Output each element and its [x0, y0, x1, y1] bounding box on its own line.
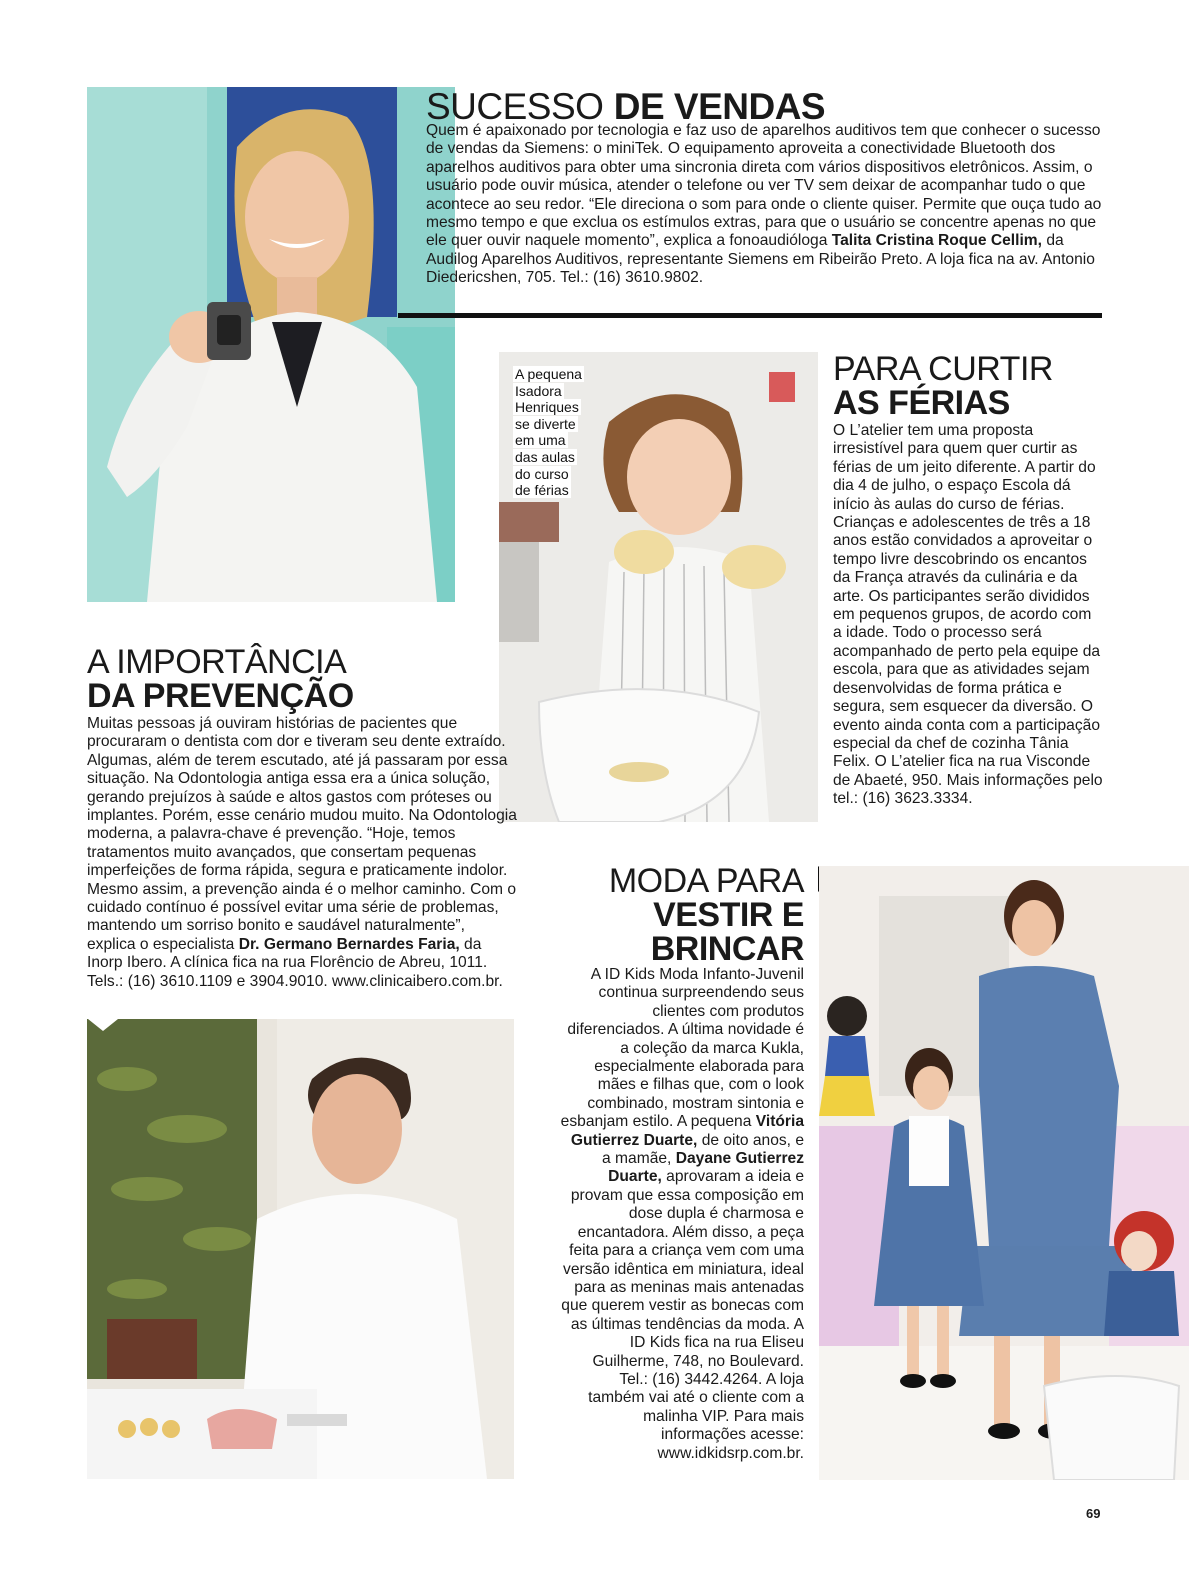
page-number: 69: [1086, 1506, 1101, 1521]
article-body: [426, 122, 1106, 288]
body-text: da Audilog Aparelhos Auditivos, representante Siemens em Ribeirão Preto. A loja fica na av. Antonio Diedericshen, 705. Tel.: (16) 3610.9802.: [426, 232, 1095, 287]
notch-marker: [88, 1019, 118, 1033]
headline-bold: BRINCAR: [650, 930, 804, 968]
headline-light: A IMPORTÂNCIA: [87, 643, 347, 681]
headline-bold: AS FÉRIAS: [833, 384, 1010, 422]
body-text: A ID Kids Moda Infanto-Juvenil continua surpreendendo seus clientes com produtos diferenciados. A última novidade é a coleção da marca Kukla, especialmente elaborada para mães e filhas que, com o look combinado, mostram sintonia e esbanjam estilo. A pequena: [560, 966, 804, 1131]
headline-light: SUCESSO: [426, 86, 604, 127]
article-body: [87, 715, 517, 991]
article-body: O L’atelier tem uma proposta irresistível para quem quer curtir as férias de um jeito diferente. A partir do dia 4 de julho, o espaço Escola dá início às aulas do curso de férias. Crianças e adolescentes de três a 18 anos estão convidados a aproveitar o tempo livre descobrindo os encantos da França através da culinária e da arte. Os participantes serão divididos em pequenos grupos, de acordo com a idade. Todo o processo será acompanhado de perto pela equipe da escola, para que as atividades sejam desenvolvidas de forma prática e segura, sem esquecer da diversão. O evento ainda conta com a participação especial da chef de cozinha Tânia Felix. O L’atelier fica na rua Visconde de Abaeté, 950. Mais informações pelo tel.: (16) 3623.3334.: [833, 422, 1103, 808]
headline-bold: VESTIR E: [653, 896, 804, 934]
person-name: Dr. Germano Bernardes Faria,: [238, 935, 460, 953]
person-name: Dayane Gutierrez Duarte,: [608, 1150, 804, 1186]
headline-bold: DA PREVENÇÃO: [87, 677, 354, 715]
photo-mother-daughter: [819, 866, 1189, 1480]
person-name: Vitória Gutierrez Duarte,: [570, 1113, 804, 1149]
body-text: Muitas pessoas já ouviram histórias de pacientes que procuraram o dentista com dor e tiveram seu dente extraído. Algumas, além de terem escutado, até já passaram por essa situação. Na Odontologia antiga essa era a única solução, gerando prejuízos à saúde e altos gastos com próteses ou implantes. Porém, esse cenário mudou muito. Na Odontologia moderna, a palavra-chave é prevenção. “Hoje, temos tratamentos muito avançados, que consertam pequenas imperfeições de forma rápida, segura e praticamente indolor. Mesmo assim, a prevenção ainda é o melhor caminho. Com o cuidado contínuo é possível evitar uma série de problemas, mantendo um sorriso bonito e saudável naturalmente”, explica o especialista: [87, 715, 517, 953]
caption-line: do curso: [515, 465, 569, 482]
body-text: Quem é apaixonado por tecnologia e faz uso de aparelhos auditivos tem que conhecer o sucesso de vendas da Siemens: o miniTek. O equipamento aproveita a conectividade Bluetooth dos aparelhos auditivos para obter uma sincronia direta com vários dispositivos eletrônicos. Assim, o usuário pode ouvir música, atender o telefone ou ver TV sem deixar de acompanhar tudo o que acontece ao seu redor. “Ele direciona o som para onde o cliente quiser. Permite que ouça tudo ao mesmo tempo e que exclua os estímulos extras, para que o usuário se concentre apenas no que ele quer ouvir naquele momento”, explica a fonoaudióloga: [426, 122, 1102, 250]
divider-rule: [398, 313, 1102, 318]
headline-light: MODA PARA: [608, 862, 804, 900]
caption-line: se diverte: [515, 415, 576, 432]
caption-line: em uma: [515, 432, 566, 449]
article-sucesso-de-vendas: [426, 86, 1106, 288]
article-a-importancia-da-prevencao: [87, 645, 517, 991]
caption-line: de férias: [515, 482, 569, 499]
article-moda-para-vestir-e-brincar: [560, 864, 804, 1463]
photo-dentist: [87, 1019, 514, 1479]
photo-audiologist: [87, 87, 455, 602]
headline-sucesso-de-vendas: [426, 86, 1106, 127]
article-para-curtir-as-ferias: [833, 352, 1103, 809]
caption-line: A pequena: [515, 366, 582, 382]
caption-line: Isadora: [515, 382, 562, 399]
photo-caption: [513, 366, 613, 499]
article-body: [560, 966, 804, 1463]
headline-bold: DE VENDAS: [613, 86, 826, 127]
headline-light: PARA CURTIR: [833, 350, 1053, 388]
body-text: de oito anos, e a mamãe,: [602, 1131, 804, 1168]
body-text: da Inorp Ibero. A clínica fica na rua Florêncio de Abreu, 1011. Tels.: (16) 3610.1109 e 3904.9010. www.clinicaibero.com.br.: [87, 935, 503, 990]
caption-line: Henriques: [515, 399, 579, 416]
person-name: Talita Cristina Roque Cellim,: [831, 232, 1042, 250]
body-text: aprovaram a ideia e provam que essa composição em dose dupla é charmosa e encantadora. Além disso, a peça feita para a criança vem com uma versão idêntica em miniatura, ideal para as meninas mais antenadas que querem vestir as bonecas com as últimas tendências da moda. A ID Kids fica na rua Eliseu Guilherme, 748, no Boulevard. Tel.: (16) 3442.4264. A loja também vai até o cliente com a malinha VIP. Para mais informações acesse: www.idkidsrp.com.br.: [561, 1168, 804, 1462]
caption-line: das aulas: [515, 448, 575, 465]
